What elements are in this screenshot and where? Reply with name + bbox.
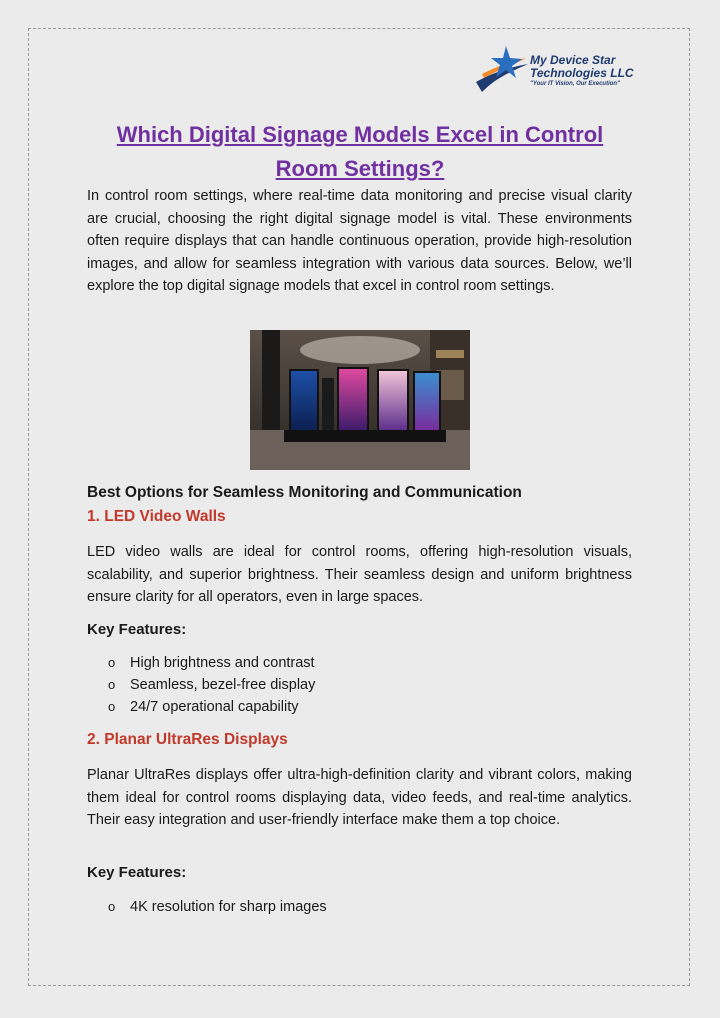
led-key-features-label: Key Features: <box>87 621 187 638</box>
logo-company-name: My Device Star <box>530 53 616 67</box>
planar-features-list <box>108 896 327 918</box>
feature-text: Seamless, bezel-free display <box>130 677 316 693</box>
bullet-icon: o <box>108 899 116 914</box>
digital-signage-photo <box>250 330 470 470</box>
page-title: Which Digital Signage Models Excel in Control Room Settings? <box>116 122 604 181</box>
feature-text: 24/7 operational capability <box>130 699 299 715</box>
intro-paragraph: In control room settings, where real-time data monitoring and precise visual clarity are crucial, choosing the right digital signage model is vital. These environments often require displays that can handle continuous operation, provide high-resolution images, and allow for seamless integration with various data sources. Below, we’ll explore the top digital signage models that excel in control room settings. <box>87 188 632 294</box>
planar-ultrares-heading: 2. Planar UltraRes Displays <box>87 731 288 748</box>
planar-key-features-label: Key Features: <box>87 864 187 881</box>
signage-scene-icon <box>250 330 470 470</box>
list-item <box>108 896 327 918</box>
led-video-walls-heading: 1. LED Video Walls <box>87 508 226 525</box>
company-logo <box>472 44 642 100</box>
bullet-icon: o <box>108 655 116 670</box>
list-item <box>108 696 315 718</box>
feature-text: High brightness and contrast <box>130 655 315 671</box>
list-item <box>108 652 315 674</box>
led-video-walls-body: LED video walls are ideal for control rooms, offering high-resolution visuals, scalability, and superior brightness. Their seamless design and uniform brightness ensure clarity for all operators, even in large spaces. <box>87 544 632 605</box>
best-options-heading: Best Options for Seamless Monitoring and Communication <box>87 484 522 501</box>
feature-text: 4K resolution for sharp images <box>130 899 327 915</box>
led-features-list <box>108 652 315 718</box>
logo-tagline: "Your IT Vision, Our Execution" <box>530 81 620 87</box>
star-swoosh-icon <box>472 44 532 100</box>
bullet-icon: o <box>108 699 116 714</box>
logo-company-suffix: Technologies LLC <box>530 66 634 80</box>
bullet-icon: o <box>108 677 116 692</box>
planar-ultrares-body: Planar UltraRes displays offer ultra-high-definition clarity and vibrant colors, making them ideal for control rooms displaying data, video feeds, and real-time analytics. Their easy integration and user-friendly interface make them a top choice. <box>87 767 632 828</box>
list-item <box>108 674 315 696</box>
